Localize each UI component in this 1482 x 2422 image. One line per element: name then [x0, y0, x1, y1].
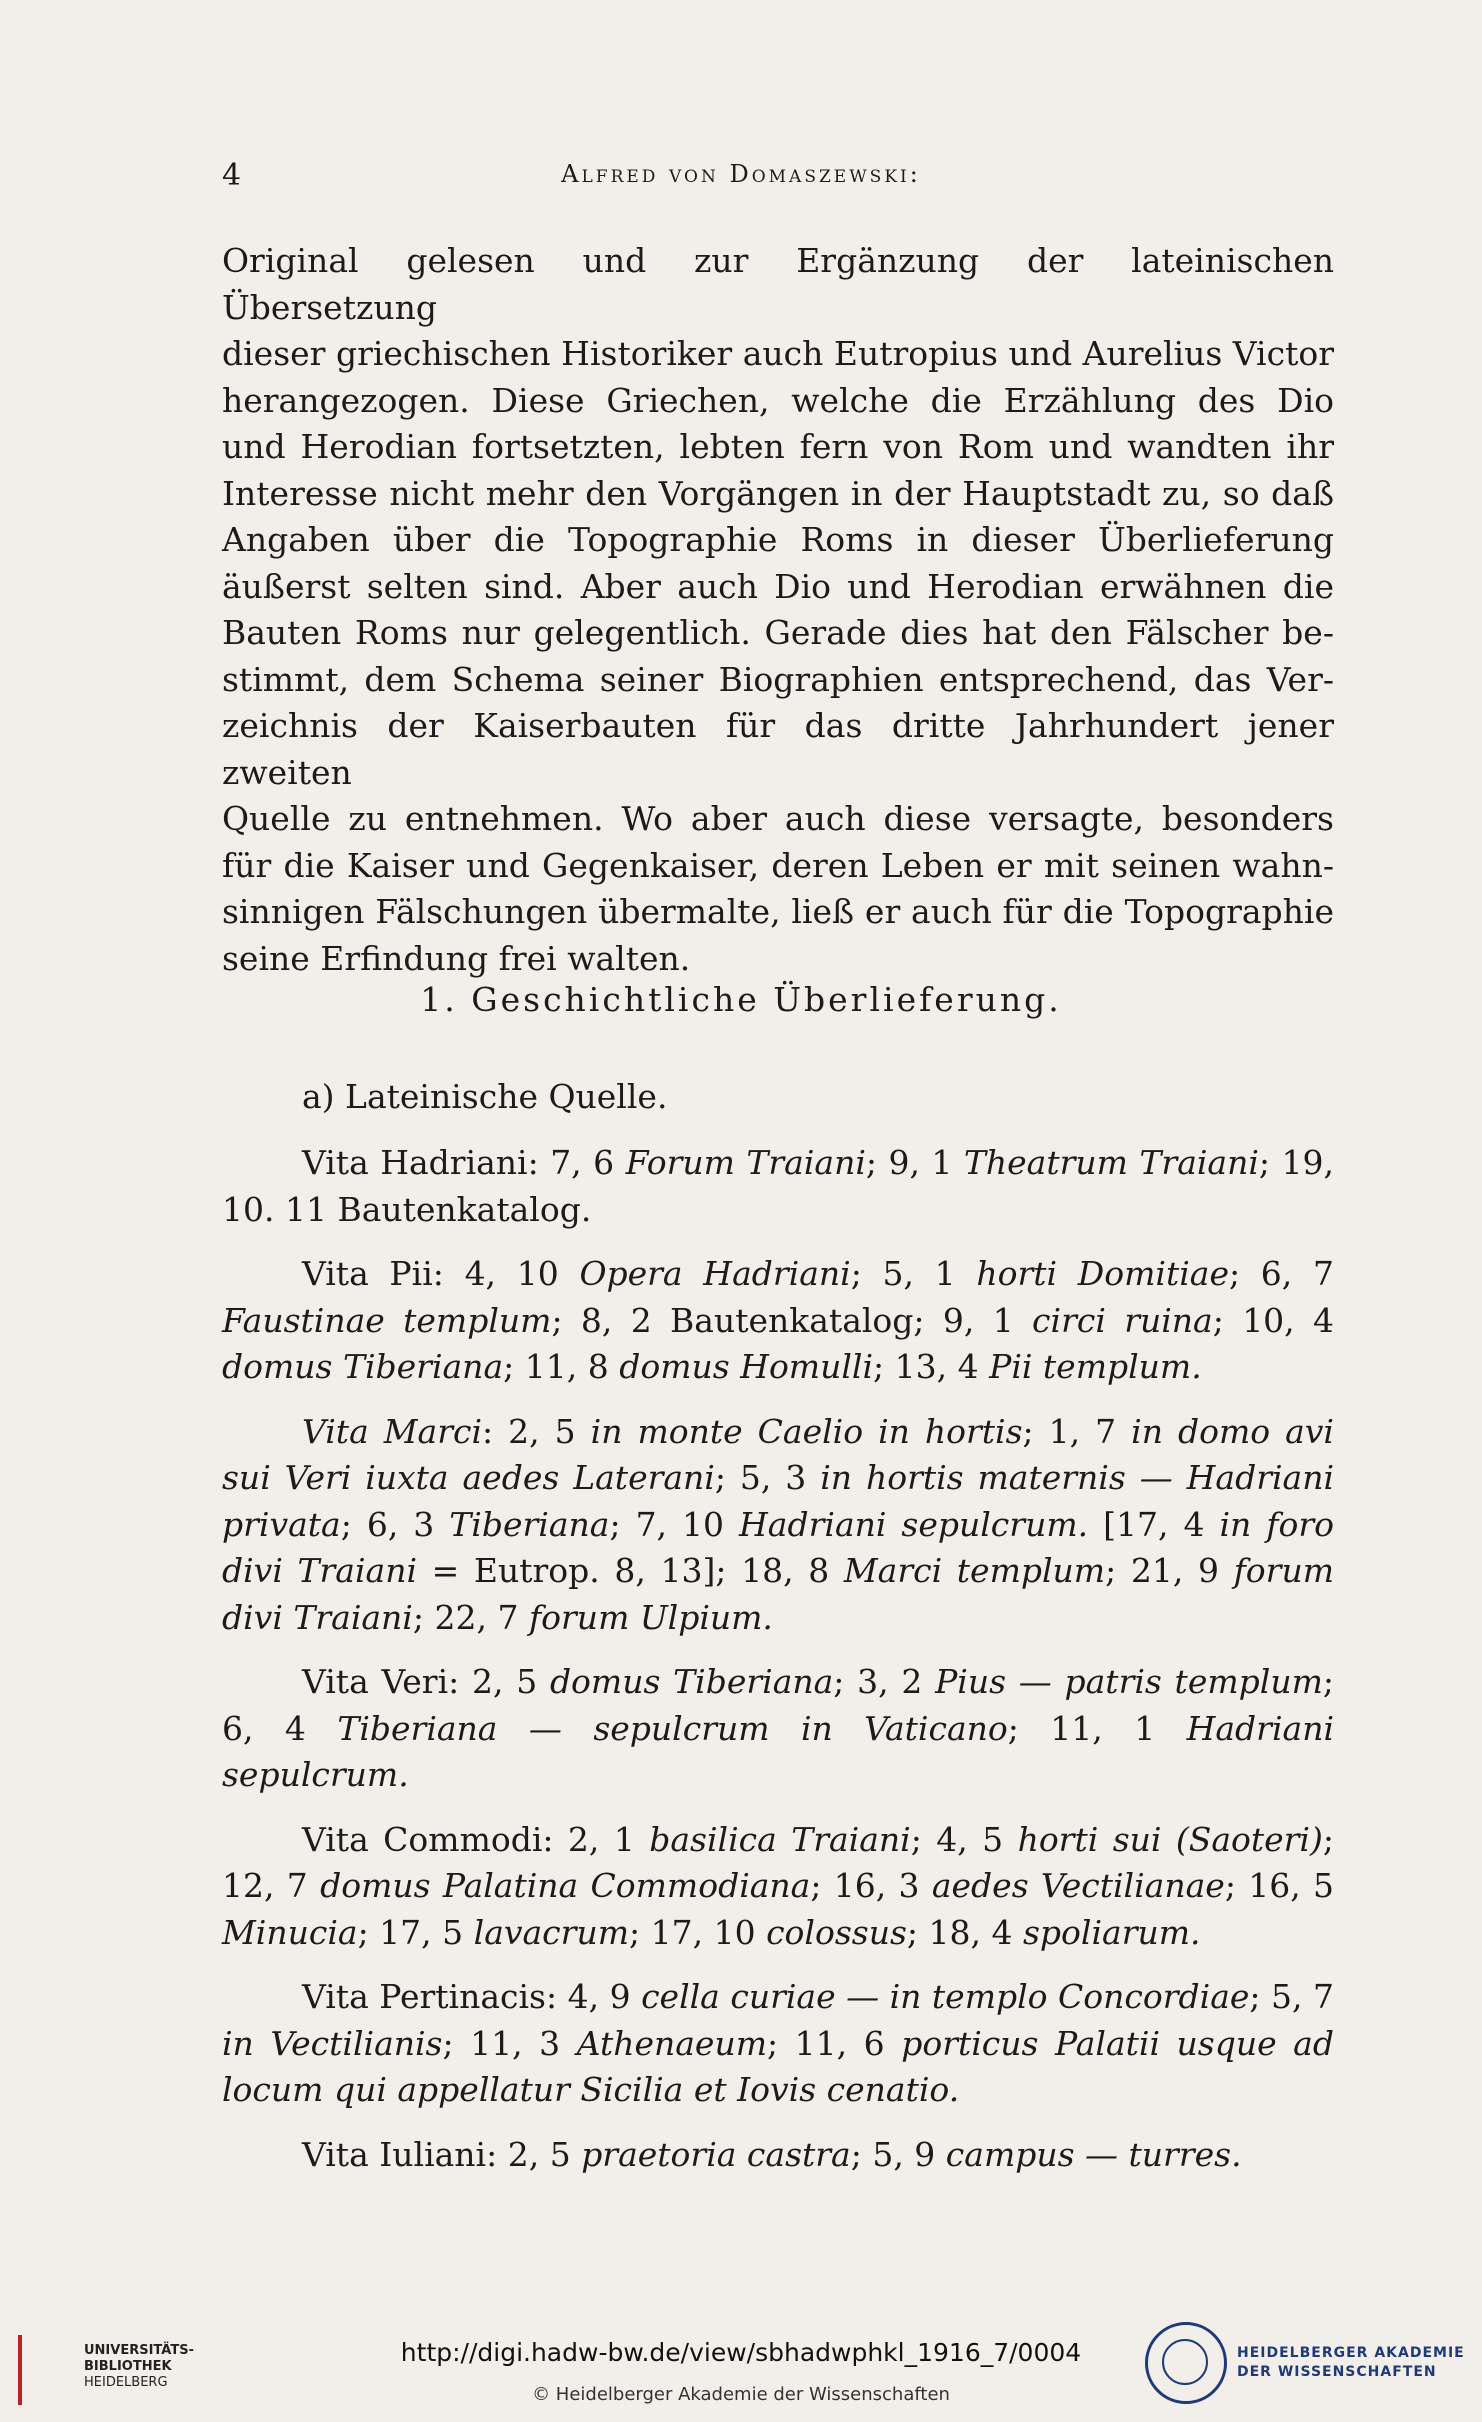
text-line: für die Kaiser und Gegenkaiser, deren Leben er mit seinen wahn-: [222, 845, 1334, 885]
text-line: Quelle zu entnehmen. Wo aber auch diese versagte, besonders: [222, 799, 1334, 838]
copyright-notice: © Heidelberger Akademie der Wissenschaften: [532, 2384, 950, 2405]
source-entry: Vita Commodi: 2, 1 basilica Traiani; 4, 5 horti sui (Saoteri); 12, 7 domus Palatina Commodiana; 16, 3 aedes Vectilianae; 16, 5 Minucia; 17, 5 lavacrum; 17, 10 colossus; 18, 4 spoliarum.: [222, 1819, 1334, 1952]
source-entry: Vita Pertinacis: 4, 9 cella curiae — in templo Concordiae; 5, 7 in Vectilianis; 11, 3 Athenaeum; 11, 6 porticus Palatii usque ad locum qui appellatur Sicilia et Iovis cenatio.: [222, 1977, 1334, 2109]
text-line: äußerst selten sind. Aber auch Dio und Herodian erwähnen die: [222, 566, 1334, 606]
text-line: und Herodian fortsetzten, lebten fern von Rom und wandten ihr: [222, 427, 1334, 466]
text-line: dieser griechischen Historiker auch Eutropius und Aurelius Victor: [222, 334, 1334, 373]
section-heading: 1. Geschichtliche Überlieferung.: [420, 980, 1062, 1019]
source-entry: Vita Pii: 4, 10 Opera Hadriani; 5, 1 horti Domitiae; 6, 7 Faustinae templum; 8, 2 Bautenkatalog; 9, 1 circi ruina; 10, 4 domus Tiberiana; 11, 8 domus Homulli; 13, 4 Pii templum.: [222, 1254, 1334, 1386]
source-entry: Vita Veri: 2, 5 domus Tiberiana; 3, 2 Pius — patris templum; 6, 4 Tiberiana — sepulcrum in Vaticano; 11, 1 Hadriani sepulcrum.: [222, 1662, 1334, 1794]
page-url[interactable]: http://digi.hadw-bw.de/view/sbhadwphkl_1916_7/0004: [400, 2338, 1082, 2367]
text-line: seine Erfindung frei walten.: [222, 938, 691, 978]
text-line: Interesse nicht mehr den Vorgängen in der Hauptstadt zu, so daß: [222, 473, 1334, 513]
text-line: stimmt, dem Schema seiner Biographien entsprechend, das Ver-: [222, 659, 1334, 699]
running-title: Alfred von Domaszewski:: [561, 160, 921, 188]
page-header: [0, 158, 1482, 198]
subheading: a) Lateinische Quelle.: [302, 1077, 668, 1116]
text-line: Bauten Roms nur gelegentlich. Gerade dies hat den Fälscher be-: [222, 613, 1334, 652]
source-entry: Vita Hadriani: 7, 6 Forum Traiani; 9, 1 Theatrum Traiani; 19, 10. 11 Bautenkatalog.: [222, 1143, 1334, 1229]
source-entry: Vita Marci: 2, 5 in monte Caelio in hortis; 1, 7 in domo avi sui Veri iuxta aedes Laterani; 5, 3 in hortis maternis — Hadriani privata; 6, 3 Tiberiana; 7, 10 Hadriani sepulcrum. [17, 4 in foro divi Traiani = Eutrop. 8, 13]; 18, 8 Marci templum; 21, 9 forum divi Traiani; 22, 7 forum Ulpium.: [222, 1411, 1334, 1637]
academy-logo[interactable]: [1145, 2322, 1475, 2404]
text-line: sinnigen Fälschungen übermalte, ließ er auch für die Topographie: [222, 892, 1334, 931]
library-name: UNIVERSITÄTS- BIBLIOTHEK HEIDELBERG: [84, 2343, 194, 2390]
text-line: zeichnis der Kaiserbauten für das dritte Jahrhundert jener zweiten: [222, 706, 1334, 792]
text-line: Original gelesen und zur Ergänzung der lateinischen Übersetzung: [222, 241, 1334, 327]
intro-paragraph: [222, 238, 1334, 982]
academy-seal-icon: [1145, 2322, 1227, 2404]
text-line: herangezogen. Diese Griechen, welche die Erzählung des Dio: [222, 380, 1334, 420]
source-list: [222, 1140, 1334, 2196]
source-entry: Vita Iuliani: 2, 5 praetoria castra; 5, 9 campus — turres.: [302, 2134, 1242, 2174]
academy-name: HEIDELBERGER AKADEMIE DER WISSENSCHAFTEN: [1237, 2345, 1465, 2380]
page-number: 4: [222, 158, 242, 193]
footer: [0, 2300, 1482, 2422]
text-line: Angaben über die Topographie Roms in dieser Überlieferung: [222, 520, 1334, 559]
